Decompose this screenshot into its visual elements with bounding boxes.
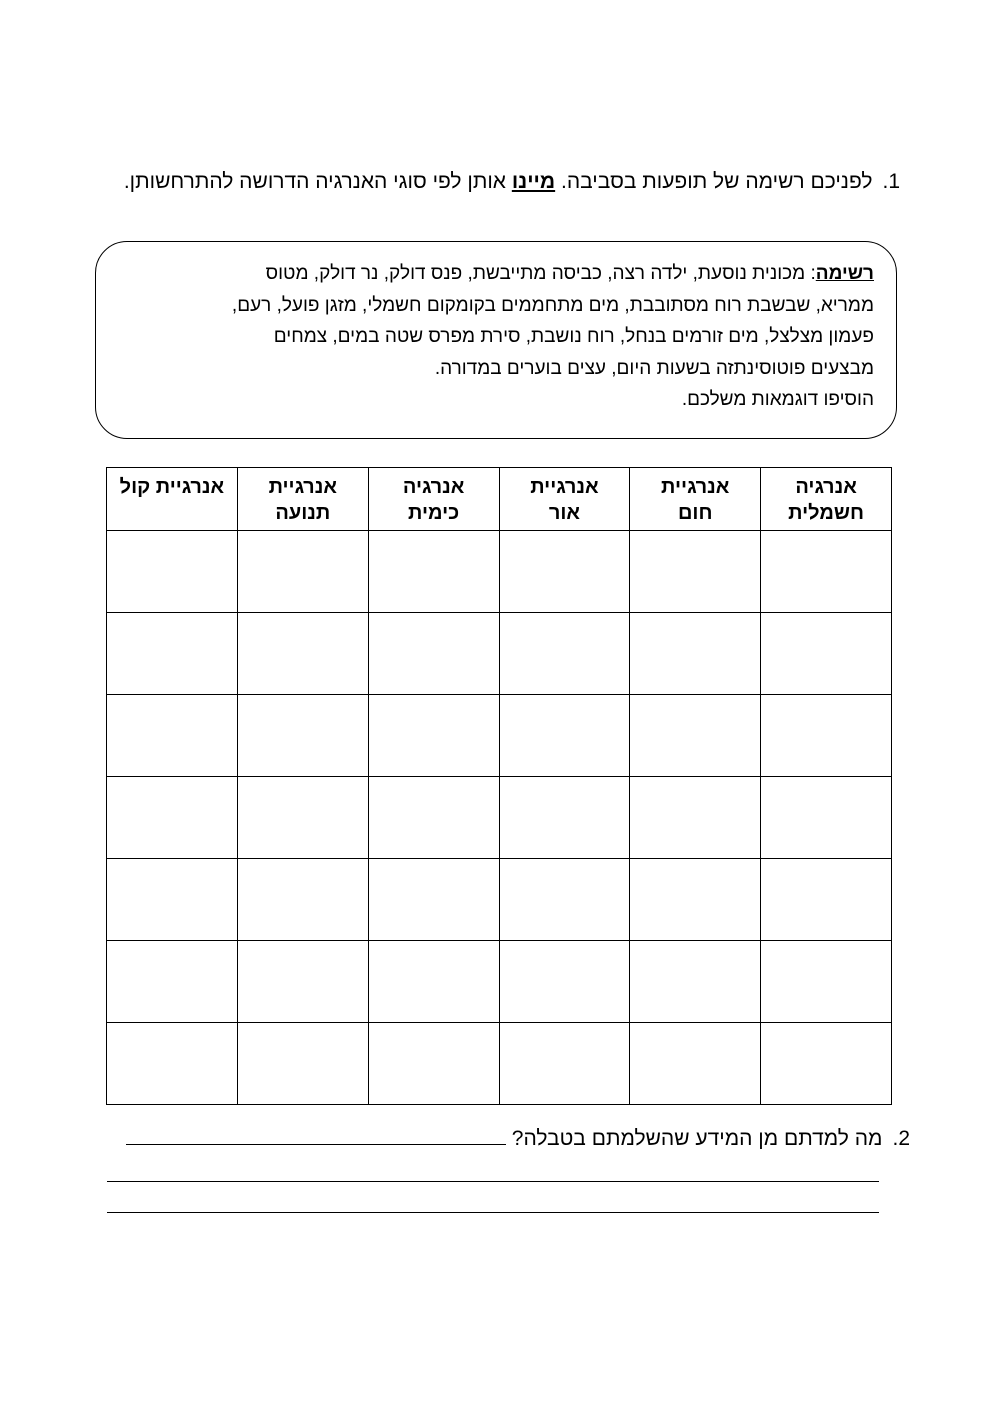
question-2 [126,1124,910,1153]
list-line: מבצעים פוטוסינתזה בשעות היום, עצים בוערים במדורה. [434,357,874,379]
table-cell[interactable] [499,613,630,695]
question-1-text-after: אותן לפי סוגי האנרגיה הדרושה להתרחשותן. [123,170,506,193]
table-cell[interactable] [499,1023,630,1105]
table-cell[interactable] [368,695,499,777]
table-cell[interactable] [107,941,238,1023]
table-cell[interactable] [368,613,499,695]
list-line: ממריא, שבשבת רוח מסתובבת, מים מתחממים בקומקום חשמלי, מזגן פועל, רעם, [231,294,874,316]
question-2-number: 2. [892,1127,910,1150]
table-cell[interactable] [499,859,630,941]
list-line: פעמון מצלצל, מים זורמים בנחל, רוח נושבת, סירת מפרס שטה במים, צמחים [273,326,874,347]
list-line: רשימה: מכונית נוסעת, ילדה רצה, כביסה מתייבשת, פנס דולק, נר דולק, מטוס [265,263,874,284]
table-cell[interactable] [630,531,761,613]
table-cell[interactable] [107,613,238,695]
table-cell[interactable] [368,531,499,613]
table-cell[interactable] [761,777,892,859]
header-sound-energy: אנרגיית קול [107,468,238,531]
table-row [107,531,892,613]
question-1-text-before: לפניכם רשימה של תופעות בסביבה. [560,170,873,193]
table-cell[interactable] [368,1023,499,1105]
table-cell[interactable] [630,695,761,777]
question-1-emphasis: מיינו [511,170,556,193]
table-cell[interactable] [499,531,630,613]
list-box-text [154,258,874,416]
table-row [107,695,892,777]
table-cell[interactable] [237,859,368,941]
header-electrical-energy: אנרגיה חשמלית [761,468,892,531]
header-light-energy: אנרגיית אור [499,468,630,531]
table-cell[interactable] [237,941,368,1023]
table-cell[interactable] [237,1023,368,1105]
table-cell[interactable] [368,859,499,941]
table-cell[interactable] [107,859,238,941]
header-chemical-energy: אנרגיה כימית [368,468,499,531]
table-cell[interactable] [761,941,892,1023]
energy-classification-table [106,467,892,1105]
table-cell[interactable] [761,859,892,941]
list-label: רשימה [815,263,874,284]
table-body [107,531,892,1105]
table-cell[interactable] [761,531,892,613]
list-line: הוסיפו דוגמאות משלכם. [681,389,874,410]
answer-line[interactable] [107,1212,879,1213]
table-cell[interactable] [761,1023,892,1105]
table-row [107,859,892,941]
table-cell[interactable] [237,613,368,695]
table-cell[interactable] [107,1023,238,1105]
table-cell[interactable] [630,941,761,1023]
answer-line[interactable] [107,1181,879,1182]
header-heat-energy: אנרגיית חום [630,468,761,531]
answer-blank[interactable] [126,1124,506,1145]
table-cell[interactable] [368,941,499,1023]
table-cell[interactable] [499,941,630,1023]
question-1 [60,168,900,196]
table-row [107,777,892,859]
table-cell[interactable] [107,695,238,777]
table-cell[interactable] [237,695,368,777]
table-cell[interactable] [499,777,630,859]
question-1-number: 1. [882,170,900,193]
table-cell[interactable] [630,777,761,859]
question-2-text: מה למדתם מן המידע שהשלמתם בטבלה? [511,1127,883,1150]
table-cell[interactable] [761,695,892,777]
table-cell[interactable] [237,777,368,859]
table-cell[interactable] [630,859,761,941]
table-cell[interactable] [107,531,238,613]
table-cell[interactable] [630,613,761,695]
table-cell[interactable] [630,1023,761,1105]
table-cell[interactable] [237,531,368,613]
table-row [107,613,892,695]
table-cell[interactable] [107,777,238,859]
table-cell[interactable] [368,777,499,859]
table-header-row [107,468,892,531]
header-motion-energy: אנרגיית תנועה [237,468,368,531]
table-row [107,941,892,1023]
table-row [107,1023,892,1105]
table-cell[interactable] [761,613,892,695]
table-cell[interactable] [499,695,630,777]
